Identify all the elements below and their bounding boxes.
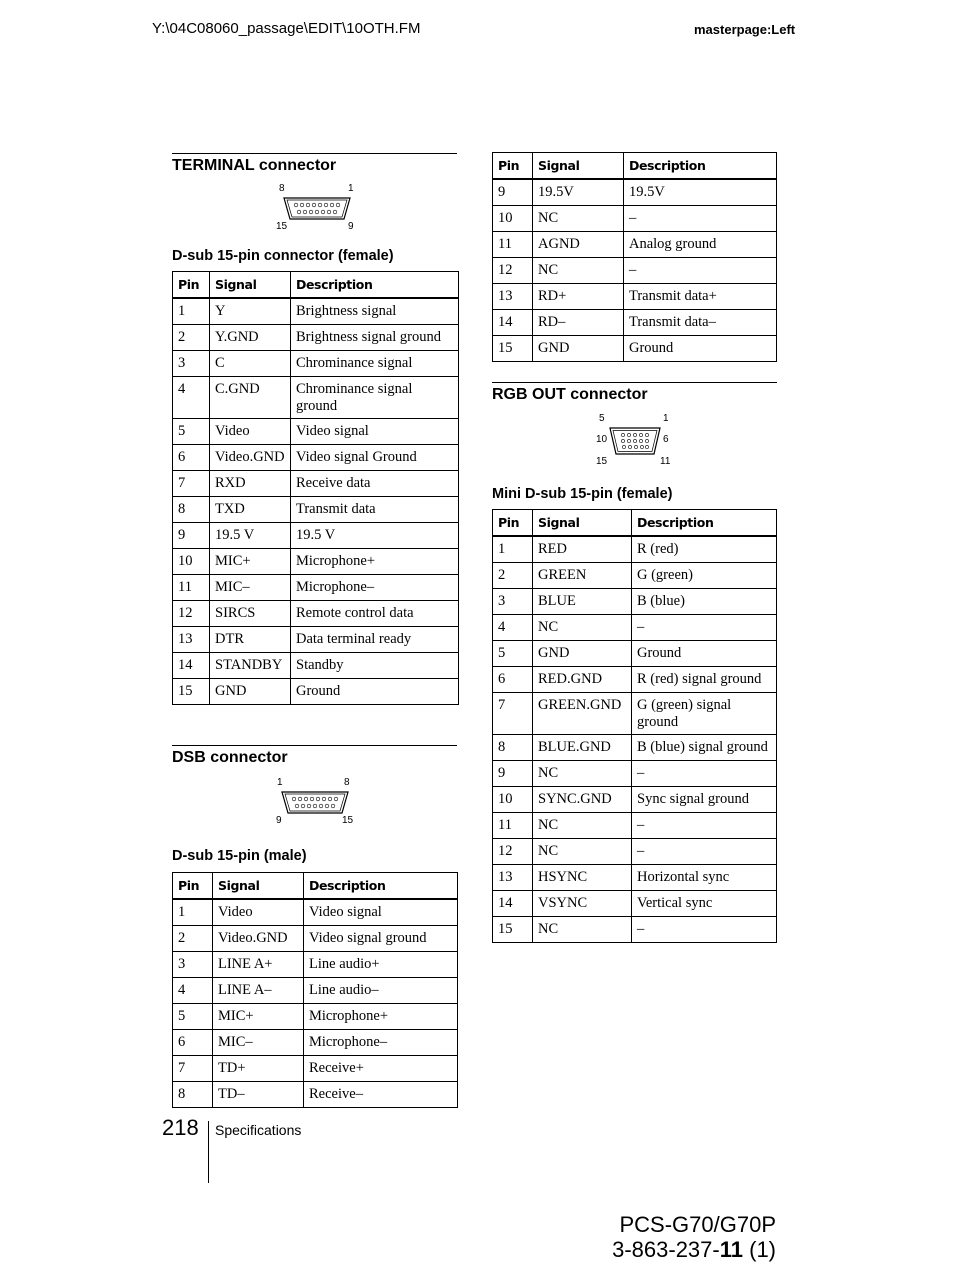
pin-cell: 14 — [173, 653, 210, 679]
description-cell: Horizontal sync — [632, 865, 777, 891]
description-cell: Receive– — [304, 1082, 458, 1108]
description-cell: – — [624, 206, 777, 232]
pin-cell: 13 — [493, 284, 533, 310]
table-row — [173, 926, 458, 952]
table-row — [493, 536, 777, 563]
description-cell: – — [624, 258, 777, 284]
pin-cell: 10 — [173, 549, 210, 575]
pin-cell: 1 — [173, 298, 210, 325]
pin-label: 6 — [663, 434, 669, 445]
table-row — [493, 563, 777, 589]
description-cell: Vertical sync — [632, 891, 777, 917]
pin-cell: 15 — [493, 917, 533, 943]
signal-cell: Video — [213, 899, 304, 926]
description-cell: G (green) signal ground — [632, 693, 777, 735]
pin-cell: 3 — [493, 589, 533, 615]
code-suffix: (1) — [743, 1237, 776, 1262]
pin-cell: 4 — [493, 615, 533, 641]
pin-cell: 5 — [493, 641, 533, 667]
signal-cell: SYNC.GND — [533, 787, 632, 813]
pin-cell: 1 — [173, 899, 213, 926]
terminal-subtitle: D-sub 15-pin connector (female) — [172, 248, 394, 264]
table-row — [173, 1082, 458, 1108]
description-cell: Data terminal ready — [291, 627, 459, 653]
signal-cell: NC — [533, 761, 632, 787]
pin-cell: 12 — [493, 839, 533, 865]
dsub-female-icon — [282, 195, 352, 223]
signal-cell: LINE A– — [213, 978, 304, 1004]
table-header-row — [493, 153, 777, 180]
description-cell: B (blue) — [632, 589, 777, 615]
model-name: PCS-G70/G70P — [619, 1212, 776, 1237]
rgb-pin-table — [492, 509, 777, 943]
table-row — [173, 419, 459, 445]
description-cell: Brightness signal ground — [291, 325, 459, 351]
table-row — [493, 206, 777, 232]
signal-cell: AGND — [533, 232, 624, 258]
signal-header: Signal — [213, 873, 304, 900]
description-cell: Ground — [624, 336, 777, 362]
rgb-title: RGB OUT connector — [492, 382, 777, 405]
signal-cell: STANDBY — [210, 653, 291, 679]
signal-cell: RXD — [210, 471, 291, 497]
pin-cell: 7 — [493, 693, 533, 735]
signal-cell: NC — [533, 839, 632, 865]
pin-cell: 8 — [173, 497, 210, 523]
table-row — [173, 679, 459, 705]
page-number: 218 — [162, 1115, 199, 1140]
dsb-section — [172, 745, 457, 768]
table-row — [173, 471, 459, 497]
signal-cell: NC — [533, 206, 624, 232]
signal-cell: SIRCS — [210, 601, 291, 627]
pin-cell: 5 — [173, 419, 210, 445]
pin-cell: 6 — [173, 1030, 213, 1056]
signal-cell: RED — [533, 536, 632, 563]
table-row — [173, 899, 458, 926]
pin-label: 1 — [663, 413, 669, 424]
description-cell: Remote control data — [291, 601, 459, 627]
dsb-title: DSB connector — [172, 745, 457, 768]
description-cell: Sync signal ground — [632, 787, 777, 813]
description-cell: Video signal ground — [304, 926, 458, 952]
signal-cell: Y.GND — [210, 325, 291, 351]
pin-cell: 2 — [493, 563, 533, 589]
description-cell: Video signal — [304, 899, 458, 926]
signal-cell: GND — [533, 336, 624, 362]
table-header-row — [173, 272, 459, 299]
dsb-subtitle: D-sub 15-pin (male) — [172, 848, 307, 864]
signal-cell: MIC– — [210, 575, 291, 601]
pin-cell: 2 — [173, 926, 213, 952]
pin-cell: 4 — [173, 978, 213, 1004]
terminal-section — [172, 153, 457, 176]
pin-label: 10 — [596, 434, 608, 445]
signal-cell: TXD — [210, 497, 291, 523]
signal-cell: 19.5V — [533, 179, 624, 206]
description-cell: Transmit data+ — [624, 284, 777, 310]
pin-label: 1 — [277, 777, 283, 788]
signal-cell: BLUE — [533, 589, 632, 615]
description-cell: – — [632, 917, 777, 943]
description-cell: Brightness signal — [291, 298, 459, 325]
pin-cell: 1 — [493, 536, 533, 563]
table-row — [173, 298, 459, 325]
description-cell: 19.5V — [624, 179, 777, 206]
description-header: Description — [304, 873, 458, 900]
description-cell: Analog ground — [624, 232, 777, 258]
table-row — [173, 523, 459, 549]
description-header: Description — [291, 272, 459, 299]
signal-header: Signal — [533, 510, 632, 537]
pin-cell: 7 — [173, 1056, 213, 1082]
signal-cell: RED.GND — [533, 667, 632, 693]
signal-cell: HSYNC — [533, 865, 632, 891]
description-cell: – — [632, 615, 777, 641]
table-row — [173, 1030, 458, 1056]
signal-cell: 19.5 V — [210, 523, 291, 549]
table-row — [173, 377, 459, 419]
table-row — [493, 917, 777, 943]
pin-cell: 7 — [173, 471, 210, 497]
signal-cell: BLUE.GND — [533, 735, 632, 761]
table-row — [493, 615, 777, 641]
signal-cell: DTR — [210, 627, 291, 653]
signal-cell: GND — [210, 679, 291, 705]
terminal-pin-table — [172, 271, 459, 705]
pin-cell: 6 — [173, 445, 210, 471]
description-cell: Line audio– — [304, 978, 458, 1004]
table-row — [173, 601, 459, 627]
description-cell: R (red) — [632, 536, 777, 563]
document-code — [612, 1237, 776, 1262]
signal-cell: Video.GND — [213, 926, 304, 952]
signal-cell: NC — [533, 917, 632, 943]
signal-cell: MIC– — [213, 1030, 304, 1056]
pin-cell: 15 — [173, 679, 210, 705]
table-row — [173, 952, 458, 978]
dsb-connector-diagram — [268, 777, 368, 827]
table-row — [173, 978, 458, 1004]
pin-header: Pin — [493, 153, 533, 180]
signal-cell: Video — [210, 419, 291, 445]
signal-cell: MIC+ — [210, 549, 291, 575]
section-label: Specifications — [215, 1122, 302, 1138]
description-cell: Microphone– — [304, 1030, 458, 1056]
pin-cell: 14 — [493, 310, 533, 336]
pin-cell: 9 — [493, 761, 533, 787]
pin-cell: 11 — [493, 813, 533, 839]
signal-cell: RD+ — [533, 284, 624, 310]
table-row — [173, 549, 459, 575]
rgb-section — [492, 382, 777, 405]
footer-divider — [208, 1121, 209, 1183]
code-bold: 11 — [719, 1237, 743, 1262]
description-cell: Microphone– — [291, 575, 459, 601]
terminal-title: TERMINAL connector — [172, 153, 457, 176]
description-cell: Transmit data– — [624, 310, 777, 336]
signal-cell: GND — [533, 641, 632, 667]
mini-dsub-female-icon — [608, 426, 662, 456]
table-row — [493, 179, 777, 206]
table-row — [173, 653, 459, 679]
pin-label: 1 — [348, 183, 354, 194]
table-row — [493, 735, 777, 761]
description-header: Description — [624, 153, 777, 180]
terminal-connector-diagram — [270, 183, 370, 233]
description-cell: B (blue) signal ground — [632, 735, 777, 761]
table-row — [493, 865, 777, 891]
model-block — [612, 1212, 776, 1262]
description-cell: Video signal — [291, 419, 459, 445]
description-cell: 19.5 V — [291, 523, 459, 549]
table-row — [173, 1056, 458, 1082]
pin-cell: 12 — [173, 601, 210, 627]
pin-header: Pin — [493, 510, 533, 537]
pin-cell: 10 — [493, 206, 533, 232]
pin-cell: 6 — [493, 667, 533, 693]
pin-cell: 9 — [493, 179, 533, 206]
signal-cell: NC — [533, 615, 632, 641]
table-header-row — [493, 510, 777, 537]
signal-cell: LINE A+ — [213, 952, 304, 978]
signal-cell: GREEN.GND — [533, 693, 632, 735]
signal-cell: MIC+ — [213, 1004, 304, 1030]
table-row — [493, 839, 777, 865]
rgb-subtitle: Mini D-sub 15-pin (female) — [492, 486, 673, 502]
description-cell: Ground — [291, 679, 459, 705]
pin-cell: 11 — [173, 575, 210, 601]
pin-cell: 12 — [493, 258, 533, 284]
pin-label: 8 — [344, 777, 350, 788]
description-cell: Transmit data — [291, 497, 459, 523]
rgb-connector-diagram — [594, 413, 684, 469]
description-cell: Standby — [291, 653, 459, 679]
description-cell: – — [632, 839, 777, 865]
pin-cell: 5 — [173, 1004, 213, 1030]
signal-cell: VSYNC — [533, 891, 632, 917]
signal-cell: C — [210, 351, 291, 377]
pin-label: 15 — [596, 456, 608, 467]
description-header: Description — [632, 510, 777, 537]
table-row — [173, 445, 459, 471]
table-row — [493, 891, 777, 917]
table-row — [493, 336, 777, 362]
dsub-male-icon — [280, 789, 350, 817]
signal-cell: C.GND — [210, 377, 291, 419]
description-cell: – — [632, 761, 777, 787]
table-row — [493, 641, 777, 667]
dsb-pin-table — [172, 872, 458, 1108]
table-row — [493, 813, 777, 839]
table-row — [493, 258, 777, 284]
pin-cell: 13 — [493, 865, 533, 891]
signal-cell: Y — [210, 298, 291, 325]
description-cell: R (red) signal ground — [632, 667, 777, 693]
pin-cell: 2 — [173, 325, 210, 351]
signal-cell: NC — [533, 813, 632, 839]
table-row — [493, 667, 777, 693]
table-row — [493, 693, 777, 735]
masterpage-label: masterpage:Left — [694, 22, 796, 37]
signal-cell: GREEN — [533, 563, 632, 589]
table-row — [173, 497, 459, 523]
pin-cell: 8 — [173, 1082, 213, 1108]
dsb-pin-table-continued — [492, 152, 777, 362]
description-cell: G (green) — [632, 563, 777, 589]
table-header-row — [173, 873, 458, 900]
description-cell: Microphone+ — [291, 549, 459, 575]
pin-cell: 11 — [493, 232, 533, 258]
table-row — [493, 589, 777, 615]
signal-header: Signal — [210, 272, 291, 299]
signal-cell: RD– — [533, 310, 624, 336]
table-row — [173, 351, 459, 377]
pin-cell: 15 — [493, 336, 533, 362]
description-cell: – — [632, 813, 777, 839]
pin-label: 8 — [279, 183, 285, 194]
code-prefix: 3-863-237- — [612, 1237, 720, 1262]
table-row — [493, 310, 777, 336]
pin-cell: 10 — [493, 787, 533, 813]
description-cell: Line audio+ — [304, 952, 458, 978]
pin-cell: 3 — [173, 351, 210, 377]
table-row — [493, 761, 777, 787]
signal-cell: Video.GND — [210, 445, 291, 471]
file-path: Y:\04C08060_passage\EDIT\10OTH.FM — [152, 20, 421, 37]
pin-label: 15 — [276, 221, 288, 232]
table-row — [173, 1004, 458, 1030]
pin-label: 9 — [348, 221, 354, 232]
table-row — [493, 284, 777, 310]
table-row — [173, 627, 459, 653]
table-row — [173, 575, 459, 601]
pin-cell: 9 — [173, 523, 210, 549]
table-row — [493, 232, 777, 258]
signal-cell: NC — [533, 258, 624, 284]
description-cell: Receive data — [291, 471, 459, 497]
description-cell: Chrominance signal — [291, 351, 459, 377]
pin-label: 15 — [342, 815, 354, 826]
pin-cell: 4 — [173, 377, 210, 419]
table-row — [493, 787, 777, 813]
signal-cell: TD+ — [213, 1056, 304, 1082]
pin-cell: 8 — [493, 735, 533, 761]
pin-cell: 13 — [173, 627, 210, 653]
signal-header: Signal — [533, 153, 624, 180]
description-cell: Microphone+ — [304, 1004, 458, 1030]
pin-cell: 3 — [173, 952, 213, 978]
pin-header: Pin — [173, 272, 210, 299]
pin-label: 5 — [599, 413, 605, 424]
description-cell: Ground — [632, 641, 777, 667]
pin-cell: 14 — [493, 891, 533, 917]
pin-label: 11 — [660, 456, 671, 467]
signal-cell: TD– — [213, 1082, 304, 1108]
description-cell: Receive+ — [304, 1056, 458, 1082]
table-row — [173, 325, 459, 351]
pin-header: Pin — [173, 873, 213, 900]
description-cell: Video signal Ground — [291, 445, 459, 471]
description-cell: Chrominance signal ground — [291, 377, 459, 419]
pin-label: 9 — [276, 815, 282, 826]
